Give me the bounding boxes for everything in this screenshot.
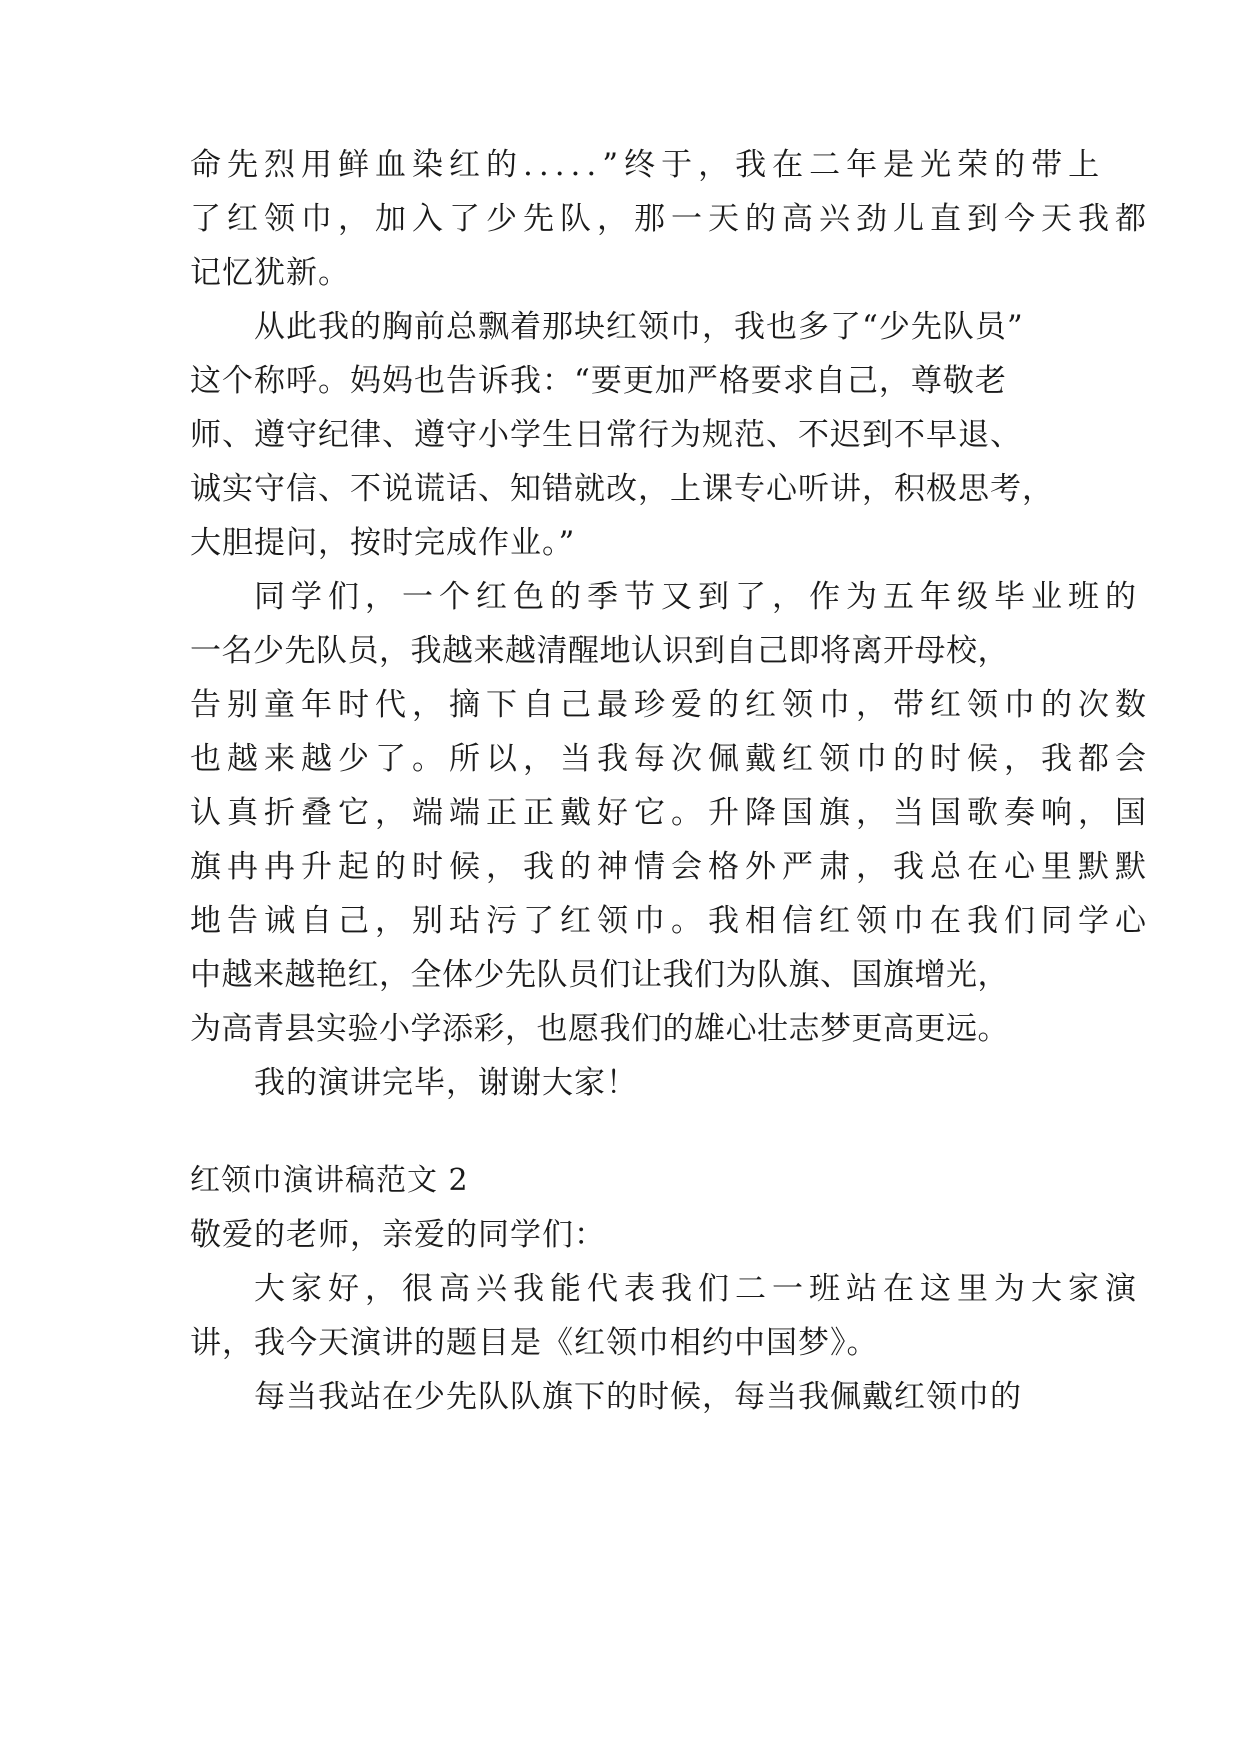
text-line: 也越来越少了。所以，当我每次佩戴红领巾的时候，我都会 — [190, 741, 1152, 777]
text-line: 从此我的胸前总飘着那块红领巾，我也多了“少先队员” — [254, 309, 1024, 345]
text-line: 每当我站在少先队队旗下的时候，每当我佩戴红领巾的 — [254, 1379, 1022, 1415]
text-line: 同学们，一个红色的季节又到了，作为五年级毕业班的 — [254, 579, 1142, 615]
text-line: 告别童年时代，摘下自己最珍爱的红领巾，带红领巾的次数 — [190, 687, 1152, 723]
text-line: 大家好，很高兴我能代表我们二一班站在这里为大家演 — [254, 1271, 1142, 1307]
salutation: 敬爱的老师，亲爱的同学们： — [190, 1217, 606, 1253]
text-line: 旗冉冉升起的时候，我的神情会格外严肃，我总在心里默默 — [190, 849, 1152, 885]
text-line: 认真折叠它，端端正正戴好它。升降国旗，当国歌奏响，国 — [190, 795, 1152, 831]
text-line: 大胆提问，按时完成作业。” — [190, 525, 576, 561]
section-heading: 红领巾演讲稿范文 2 — [190, 1163, 469, 1198]
text-line: 为高青县实验小学添彩，也愿我们的雄心壮志梦更高更远。 — [190, 1011, 1009, 1047]
text-line: 讲，我今天演讲的题目是《红领巾相约中国梦》。 — [190, 1325, 879, 1361]
text-line: 中越来越艳红，全体少先队员们让我们为队旗、国旗增光， — [190, 957, 1009, 993]
text-line: 一名少先队员，我越来越清醒地认识到自己即将离开母校， — [190, 633, 1009, 669]
text-line: 了红领巾，加入了少先队，那一天的高兴劲儿直到今天我都 — [190, 201, 1152, 237]
text-line: 诚实守信、不说谎话、知错就改，上课专心听讲，积极思考， — [190, 471, 1054, 507]
text-line: 我的演讲完毕，谢谢大家！ — [254, 1065, 638, 1101]
text-line: 记忆犹新。 — [190, 255, 350, 291]
text-line: 这个称呼。妈妈也告诉我：“要更加严格要求自己，尊敬老 — [190, 363, 1007, 399]
text-line: 命先烈用鲜血染红的.....”终于，我在二年是光荣的带上 — [190, 147, 1106, 183]
text-line: 地告诫自己，别玷污了红领巾。我相信红领巾在我们同学心 — [190, 903, 1152, 939]
text-line: 师、遵守纪律、遵守小学生日常行为规范、不迟到不早退、 — [190, 417, 1022, 453]
